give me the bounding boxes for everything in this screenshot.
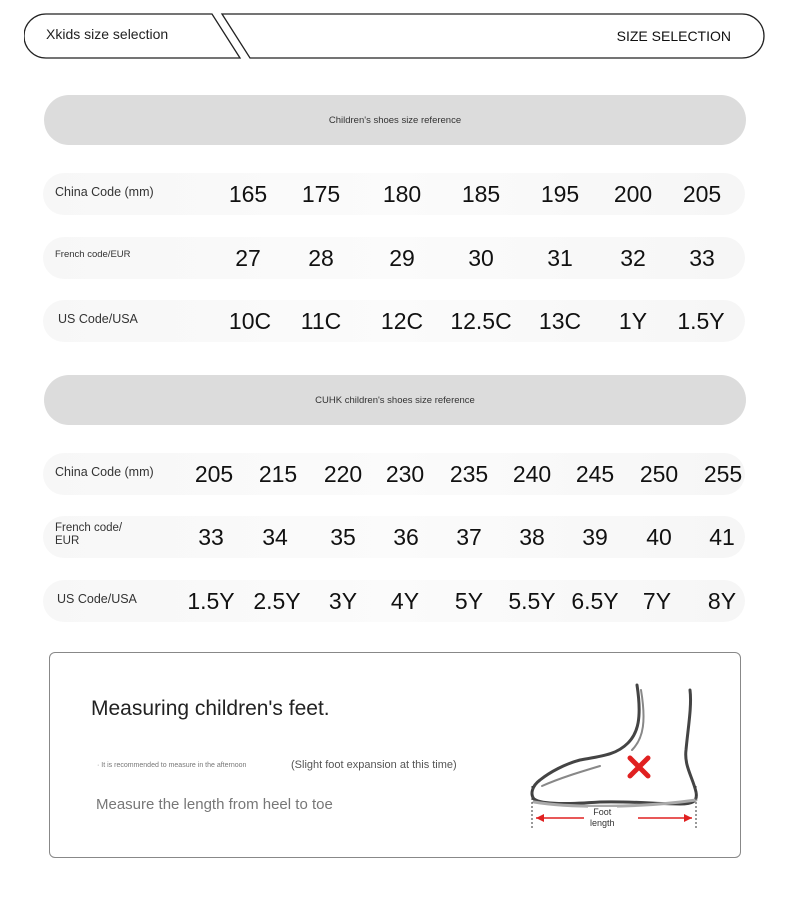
size-cell: 4Y <box>390 588 420 614</box>
children-size-header: Children's shoes size reference <box>44 95 746 145</box>
size-cell: 33 <box>198 524 224 550</box>
children-usa-row <box>43 300 745 342</box>
size-cell: 39 <box>582 524 608 550</box>
children-china-row <box>43 173 745 215</box>
size-selection-tab[interactable] <box>24 13 242 59</box>
size-cell: 215 <box>258 461 298 487</box>
size-cell: 200 <box>613 181 653 207</box>
cuhk-size-header: CUHK children's shoes size reference <box>44 375 746 425</box>
size-cell: 165 <box>228 181 268 207</box>
size-cell: 205 <box>682 181 722 207</box>
cuhk-eur-row <box>43 516 745 558</box>
size-cell: 11C <box>300 308 342 334</box>
size-cell: 6.5Y <box>571 588 619 614</box>
size-cell: 195 <box>540 181 580 207</box>
size-cell: 5Y <box>454 588 484 614</box>
size-cell: 31 <box>547 245 573 271</box>
measuring-description: Measure the length from heel to toe <box>96 796 333 813</box>
size-cell: 3Y <box>328 588 358 614</box>
measuring-title: Measuring children's feet. <box>91 697 330 720</box>
foot-length-line: length <box>590 818 615 828</box>
children-eur-row <box>43 237 745 279</box>
size-selection-banner-label: SIZE SELECTION <box>616 28 731 44</box>
size-cell: 32 <box>620 245 646 271</box>
size-cell: 35 <box>330 524 356 550</box>
size-cell: 38 <box>519 524 545 550</box>
size-cell: 1Y <box>618 308 648 334</box>
row-label <box>55 522 122 548</box>
size-cell: 255 <box>703 461 743 487</box>
size-selection-tab-label: Xkids size selection <box>46 26 169 42</box>
foot-length-line: Foot <box>593 807 612 817</box>
size-cell: 185 <box>461 181 501 207</box>
size-cell: 220 <box>323 461 363 487</box>
size-cell: 250 <box>639 461 679 487</box>
size-cell: 40 <box>646 524 672 550</box>
size-cell: 235 <box>449 461 489 487</box>
size-cell: 29 <box>389 245 415 271</box>
measuring-tip: · It is recommended to measure in the afternoon <box>97 762 247 769</box>
row-label: China Code (mm) <box>55 465 154 479</box>
measuring-guide-card <box>49 652 741 858</box>
size-cell: 12.5C <box>450 308 512 334</box>
row-label: US Code/USA <box>57 592 137 606</box>
size-cell: 175 <box>301 181 341 207</box>
row-label-line: French code/ <box>55 522 123 534</box>
size-cell: 34 <box>262 524 288 550</box>
size-cell: 240 <box>512 461 552 487</box>
size-cell: 230 <box>385 461 425 487</box>
size-cell: 41 <box>709 524 735 550</box>
size-cell: 2.5Y <box>253 588 301 614</box>
size-cell: 1.5Y <box>187 588 235 614</box>
size-cell: 5.5Y <box>508 588 556 614</box>
measuring-tip-note: (Slight foot expansion at this time) <box>291 759 457 771</box>
size-cell: 13C <box>538 308 582 334</box>
size-cell: 37 <box>456 524 482 550</box>
size-cell: 7Y <box>642 588 672 614</box>
size-cell: 1.5Y <box>677 308 725 334</box>
row-label-line: EUR <box>55 535 80 547</box>
size-cell: 28 <box>308 245 334 271</box>
size-cell: 33 <box>689 245 715 271</box>
size-cell: 180 <box>382 181 422 207</box>
foot-diagram-icon <box>520 678 720 848</box>
size-cell: 205 <box>194 461 234 487</box>
cuhk-china-row <box>43 453 745 495</box>
size-cell: 36 <box>393 524 419 550</box>
row-label: French code/EUR <box>55 249 131 260</box>
size-cell: 30 <box>468 245 494 271</box>
size-selection-banner <box>220 13 765 59</box>
foot-length-label <box>588 807 617 829</box>
size-cell: 12C <box>380 308 424 334</box>
cuhk-usa-row <box>43 580 745 622</box>
size-cell: 8Y <box>707 588 737 614</box>
size-cell: 245 <box>575 461 615 487</box>
row-label: US Code/USA <box>58 312 138 326</box>
brand-x-logo <box>630 758 648 776</box>
size-cell: 10C <box>228 308 272 334</box>
size-cell: 27 <box>235 245 261 271</box>
row-label: China Code (mm) <box>55 185 154 199</box>
